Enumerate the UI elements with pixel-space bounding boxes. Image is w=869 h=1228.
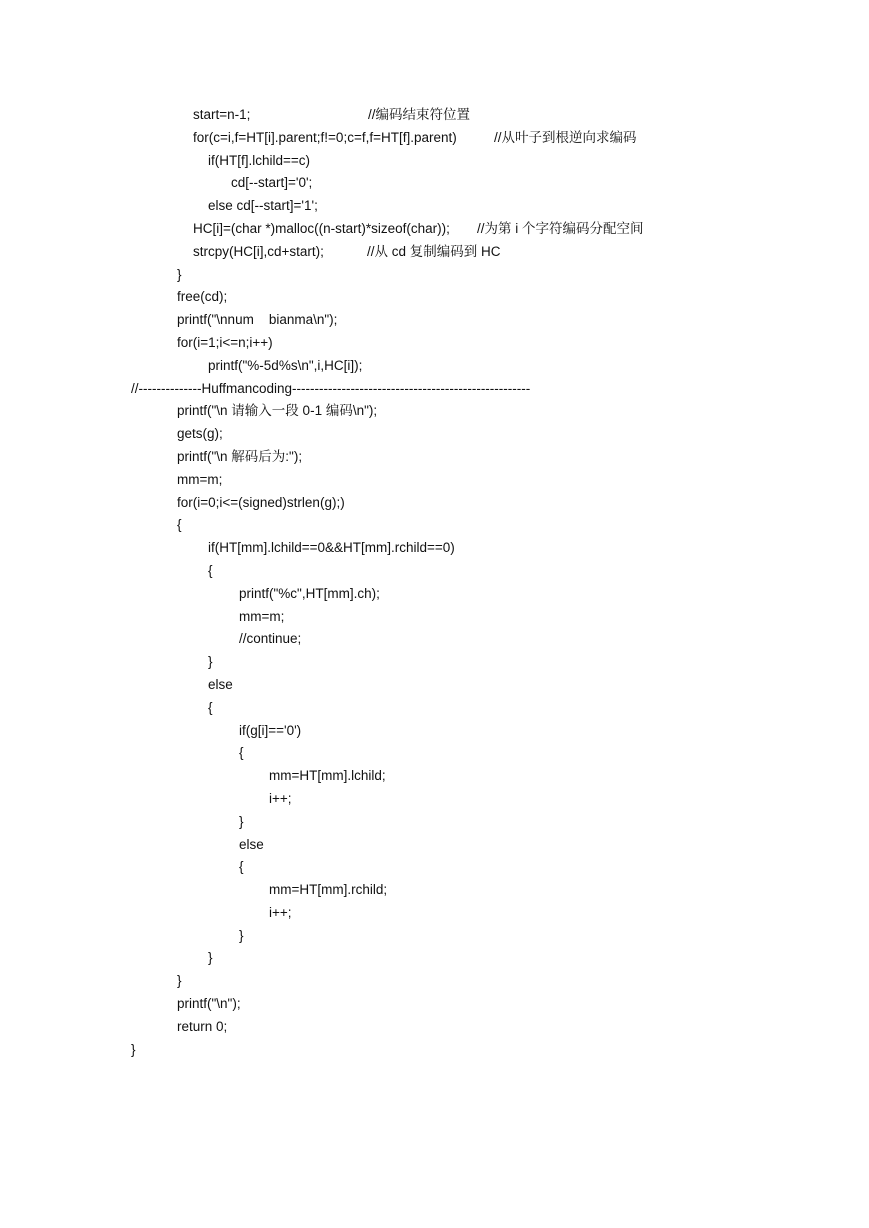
code-text: if(g[i]=='0') xyxy=(239,722,302,738)
code-line xyxy=(0,765,869,788)
code-line xyxy=(0,970,869,993)
code-text: //continue; xyxy=(239,631,302,647)
code-line xyxy=(0,879,869,902)
code-text: start=n-1; xyxy=(193,107,251,122)
code-line xyxy=(0,1016,869,1039)
code-line xyxy=(0,514,869,537)
code-line xyxy=(0,195,869,218)
code-text: for(c=i,f=HT[i].parent;f!=0;c=f,f=HT[f].parent) xyxy=(193,129,457,145)
code-text: HC[i]=(char *)malloc((n-start)*sizeof(char)); xyxy=(193,220,450,236)
code-line xyxy=(0,742,869,765)
code-line xyxy=(0,628,869,651)
code-text: cd[--start]='0'; xyxy=(231,175,313,191)
code-line xyxy=(0,902,869,925)
code-text: mm=m; xyxy=(177,471,223,487)
code-text: gets(g); xyxy=(177,426,223,442)
code-line xyxy=(0,104,869,127)
code-text: printf("\nnum bianma\n"); xyxy=(177,312,338,328)
code-text: { xyxy=(239,859,244,875)
code-comment: //编码结束符位置 xyxy=(368,107,471,122)
code-line xyxy=(0,606,869,629)
code-line xyxy=(0,150,869,173)
code-text: } xyxy=(208,950,213,966)
code-comment: //为第 i 个字符编码分配空间 xyxy=(477,220,644,236)
code-line xyxy=(0,1039,869,1062)
code-line xyxy=(0,423,869,446)
code-text: printf("\n"); xyxy=(177,996,241,1012)
code-line xyxy=(0,127,869,150)
code-text: i++; xyxy=(269,904,292,920)
code-line xyxy=(0,674,869,697)
code-line xyxy=(0,811,869,834)
code-text: printf("\n 解码后为:"); xyxy=(177,448,303,464)
code-line xyxy=(0,720,869,743)
code-text: else xyxy=(239,836,264,852)
code-line xyxy=(0,332,869,355)
code-text: printf("\n 请输入一段 0-1 编码\n"); xyxy=(177,403,378,419)
code-text: } xyxy=(131,1041,136,1057)
code-comment: //从 cd 复制编码到 HC xyxy=(367,243,501,259)
code-line xyxy=(0,947,869,970)
code-text: printf("%-5d%s\n",i,HC[i]); xyxy=(208,357,363,373)
code-text: } xyxy=(208,654,213,670)
code-text: mm=HT[mm].rchild; xyxy=(269,882,388,898)
code-line xyxy=(0,697,869,720)
code-line xyxy=(0,834,869,857)
code-text: { xyxy=(208,562,213,578)
code-line xyxy=(0,469,869,492)
code-line xyxy=(0,172,869,195)
code-text: return 0; xyxy=(177,1018,228,1034)
code-line xyxy=(0,309,869,332)
code-line xyxy=(0,788,869,811)
code-text: for(i=0;i<=(signed)strlen(g);) xyxy=(177,494,345,510)
code-line xyxy=(0,378,869,401)
code-line xyxy=(0,560,869,583)
code-text: for(i=1;i<=n;i++) xyxy=(177,334,273,350)
code-line xyxy=(0,856,869,879)
code-text: printf("%c",HT[mm].ch); xyxy=(239,585,380,601)
code-line xyxy=(0,492,869,515)
code-text: if(HT[mm].lchild==0&&HT[mm].rchild==0) xyxy=(208,540,455,556)
code-text: if(HT[f].lchild==c) xyxy=(208,152,311,168)
code-line xyxy=(0,993,869,1016)
code-text: } xyxy=(177,973,182,989)
code-line xyxy=(0,583,869,606)
code-line xyxy=(0,264,869,287)
code-line xyxy=(0,651,869,674)
code-text: strcpy(HC[i],cd+start); xyxy=(193,243,324,259)
code-text: } xyxy=(239,813,244,829)
code-line xyxy=(0,241,869,264)
code-text: } xyxy=(239,927,244,943)
code-text: { xyxy=(239,745,244,761)
code-line xyxy=(0,446,869,469)
code-text: } xyxy=(177,266,182,282)
code-line xyxy=(0,218,869,241)
code-text: { xyxy=(177,517,182,533)
code-text: mm=HT[mm].lchild; xyxy=(269,768,386,784)
code-line xyxy=(0,400,869,423)
code-text: else cd[--start]='1'; xyxy=(208,198,318,214)
code-text: i++; xyxy=(269,790,292,806)
code-listing xyxy=(0,104,869,1061)
code-line xyxy=(0,355,869,378)
code-line xyxy=(0,925,869,948)
code-text: //--------------Huffmancoding----------------------------------------------------- xyxy=(131,380,531,396)
code-text: { xyxy=(208,699,213,715)
code-line xyxy=(0,286,869,309)
code-text: else xyxy=(208,676,233,692)
code-comment: //从叶子到根逆向求编码 xyxy=(494,129,637,145)
code-line xyxy=(0,537,869,560)
code-text: free(cd); xyxy=(177,289,228,305)
code-text: mm=m; xyxy=(239,608,285,624)
